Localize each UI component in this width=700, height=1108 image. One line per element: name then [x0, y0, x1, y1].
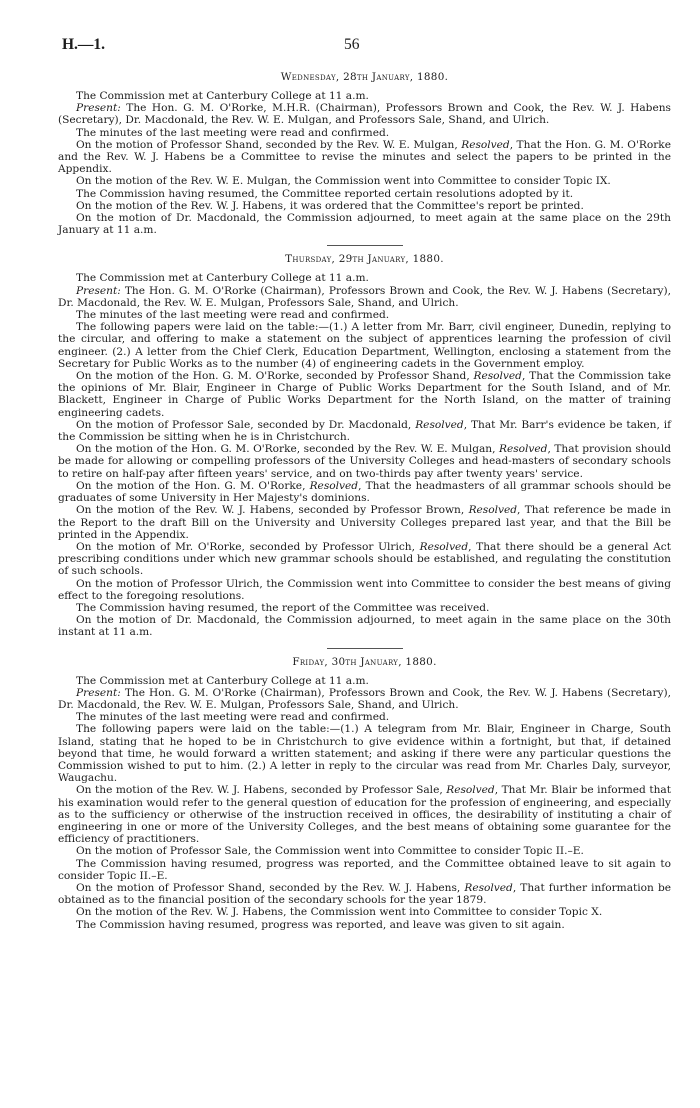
- paragraph: On the motion of the Hon. G. M. O'Rorke, seconded by the Rev. W. E. Mulgan, Resolved, That provision should be made for allowing or compelling professors of the University Colleges and head-masters of secondary schools to retire on half-pay after fifteen years' service, and on two-thirds pay after twenty years' service.: [58, 443, 671, 480]
- paragraph: The Commission having resumed, the report of the Committee was received.: [76, 601, 490, 614]
- paragraph: Present: The Hon. G. M. O'Rorke (Chairman), Professors Brown and Cook, the Rev. W. J. Habens (Secretary), Dr. Macdonald, the Rev. W. E. Mulgan, Professors Sale, Shand, and Ulrich.: [58, 686, 671, 711]
- paragraph: On the motion of Dr. Macdonald, the Commission adjourned, to meet again at the same place on the 29th January at 11 a.m.: [58, 212, 671, 237]
- page-header: [62, 36, 650, 56]
- section-thursday: [58, 252, 671, 638]
- section-wednesday: [58, 70, 671, 236]
- paragraph: On the motion of the Hon. G. M. O'Rorke, seconded by Professor Shand, Resolved, That the Commission take the opinions of Mr. Blair, Engineer in Charge of Public Works Department for the South Island, and of Mr. Blackett, Engineer in Charge of Public Works Department for the North Island, on the matter of training engineering cadets.: [58, 370, 671, 419]
- paragraph: The Commission having resumed, the Committee reported certain resolutions adopted by it.: [76, 187, 574, 200]
- document-body: [58, 66, 671, 931]
- paragraph: On the motion of Professor Sale, the Commission went into Committee to consider Topic II.–E.: [76, 845, 584, 858]
- paragraph: On the motion of the Rev. W. J. Habens, seconded by Professor Sale, Resolved, That Mr. Blair be informed that his examination would refer to the general question of education for the profession of engineering, and especially as to the sufficiency or otherwise of the instruction received in offices, the desirability of instituting a chair of engineering in one or more of the University Colleges, and the best means of obtaining some guarantee for the efficiency of practitioners.: [58, 784, 671, 846]
- paragraph: On the motion of Professor Sale, seconded by Dr. Macdonald, Resolved, That Mr. Barr's evidence be taken, if the Commission be sitting when he is in Christchurch.: [58, 418, 672, 444]
- section-friday: [58, 655, 671, 931]
- paragraph: The minutes of the last meeting were read and confirmed.: [76, 309, 390, 322]
- paragraph: The Commission met at Canterbury College at 11 a.m.: [76, 674, 369, 687]
- paragraph: On the motion of Professor Shand, seconded by the Rev. W. E. Mulgan, Resolved, That the Hon. G. M. O'Rorke and the Rev. W. J. Habens be a Committee to revise the minutes and select the papers to be printed in the Appendix.: [58, 138, 671, 176]
- section-divider: [327, 245, 403, 246]
- section-heading: Wednesday, 28th January, 1880.: [280, 71, 449, 83]
- paragraph: On the motion of Professor Ulrich, the Commission went into Committee to consider the best means of giving effect to the foregoing resolutions.: [58, 577, 671, 602]
- paragraph: On the motion of the Rev. W. J. Habens, the Commission went into Committee to consider Topic X.: [76, 906, 603, 919]
- section-divider: [327, 648, 403, 649]
- section-heading: Friday, 30th January, 1880.: [292, 655, 437, 668]
- paragraph: Present: The Hon. G. M. O'Rorke (Chairman), Professors Brown and Cook, the Rev. W. J. Habens (Secretary), Dr. Macdonald, the Rev. W. E. Mulgan, Professors Sale, Shand, and Ulrich.: [58, 284, 671, 309]
- paragraph: The Commission having resumed, progress was reported, and leave was given to sit again.: [76, 918, 565, 931]
- paragraph: On the motion of the Rev. W. J. Habens, seconded by Professor Brown, Resolved, That reference be made in the Report to the draft Bill on the University and University Colleges prepared last year, and that the Bill be printed in the Appendix.: [58, 504, 671, 541]
- paragraph: The Commission met at Canterbury College at 11 a.m.: [76, 272, 369, 285]
- page-number: 56: [344, 36, 360, 53]
- paragraph: Present: The Hon. G. M. O'Rorke, M.H.R. (Chairman), Professors Brown and Cook, the Rev. W. J. Habens (Secretary), Dr. Macdonald, the Rev. W. E. Mulgan, and Professors Sale, Shand, and Ulrich.: [58, 102, 671, 127]
- paragraph: On the motion of the Rev. W. E. Mulgan, the Commission went into Committee to consider Topic IX.: [76, 175, 611, 188]
- paragraph: The minutes of the last meeting were read and confirmed.: [76, 711, 390, 724]
- paragraph: On the motion of the Rev. W. J. Habens, it was ordered that the Committee's report be printed.: [76, 199, 584, 212]
- paragraph: On the motion of the Hon. G. M. O'Rorke, Resolved, That the headmasters of all grammar schools should be graduates of some University in Her Majesty's dominions.: [58, 479, 671, 505]
- section-heading: Thursday, 29th January, 1880.: [285, 253, 444, 266]
- paragraph: The following papers were laid on the table:—(1.) A letter from Mr. Barr, civil engineer, Dunedin, replying to the circular, and offering to make a statement on the subject of apprentices learning the profession of civil engineer. (2.) A letter from the Chief Clerk, Education Department, Wellington, enclosing a statement from the Secretary for Public Works as to the number (4) of engineering cadets in the Government employ.: [58, 321, 671, 370]
- paragraph: The following papers were laid on the table:—(1.) A telegram from Mr. Blair, Engineer in Charge, South Island, stating that he hoped to be in Christchurch to give evidence within a fortnight, but that, if detained beyond that time, he would forward a written statement; and asking if there were any particular questions the Commission wished to put to him. (2.) A letter in reply to the circular was read from Mr. Charles Daly, surveyor, Waugachu.: [58, 723, 671, 785]
- paragraph: The Commission having resumed, progress was reported, and the Committee obtained leave to sit again to consider Topic II.–E.: [58, 857, 671, 882]
- paragraph: The Commission met at Canterbury College at 11 a.m.: [76, 90, 369, 102]
- paragraph: The minutes of the last meeting were read and confirmed.: [76, 126, 390, 139]
- document-reference: H.—1.: [62, 36, 106, 53]
- paragraph: On the motion of Professor Shand, seconded by the Rev. W. J. Habens, Resolved, That further information be obtained as to the financial position of the secondary schools for the year 1879.: [58, 881, 671, 907]
- paragraph: On the motion of Mr. O'Rorke, seconded by Professor Ulrich, Resolved, That there should be a general Act prescribing conditions under which new grammar schools should be established, and regulating the constitution of such schools.: [58, 540, 671, 578]
- paragraph: On the motion of Dr. Macdonald, the Commission adjourned, to meet again in the same place on the 30th instant at 11 a.m.: [58, 614, 671, 639]
